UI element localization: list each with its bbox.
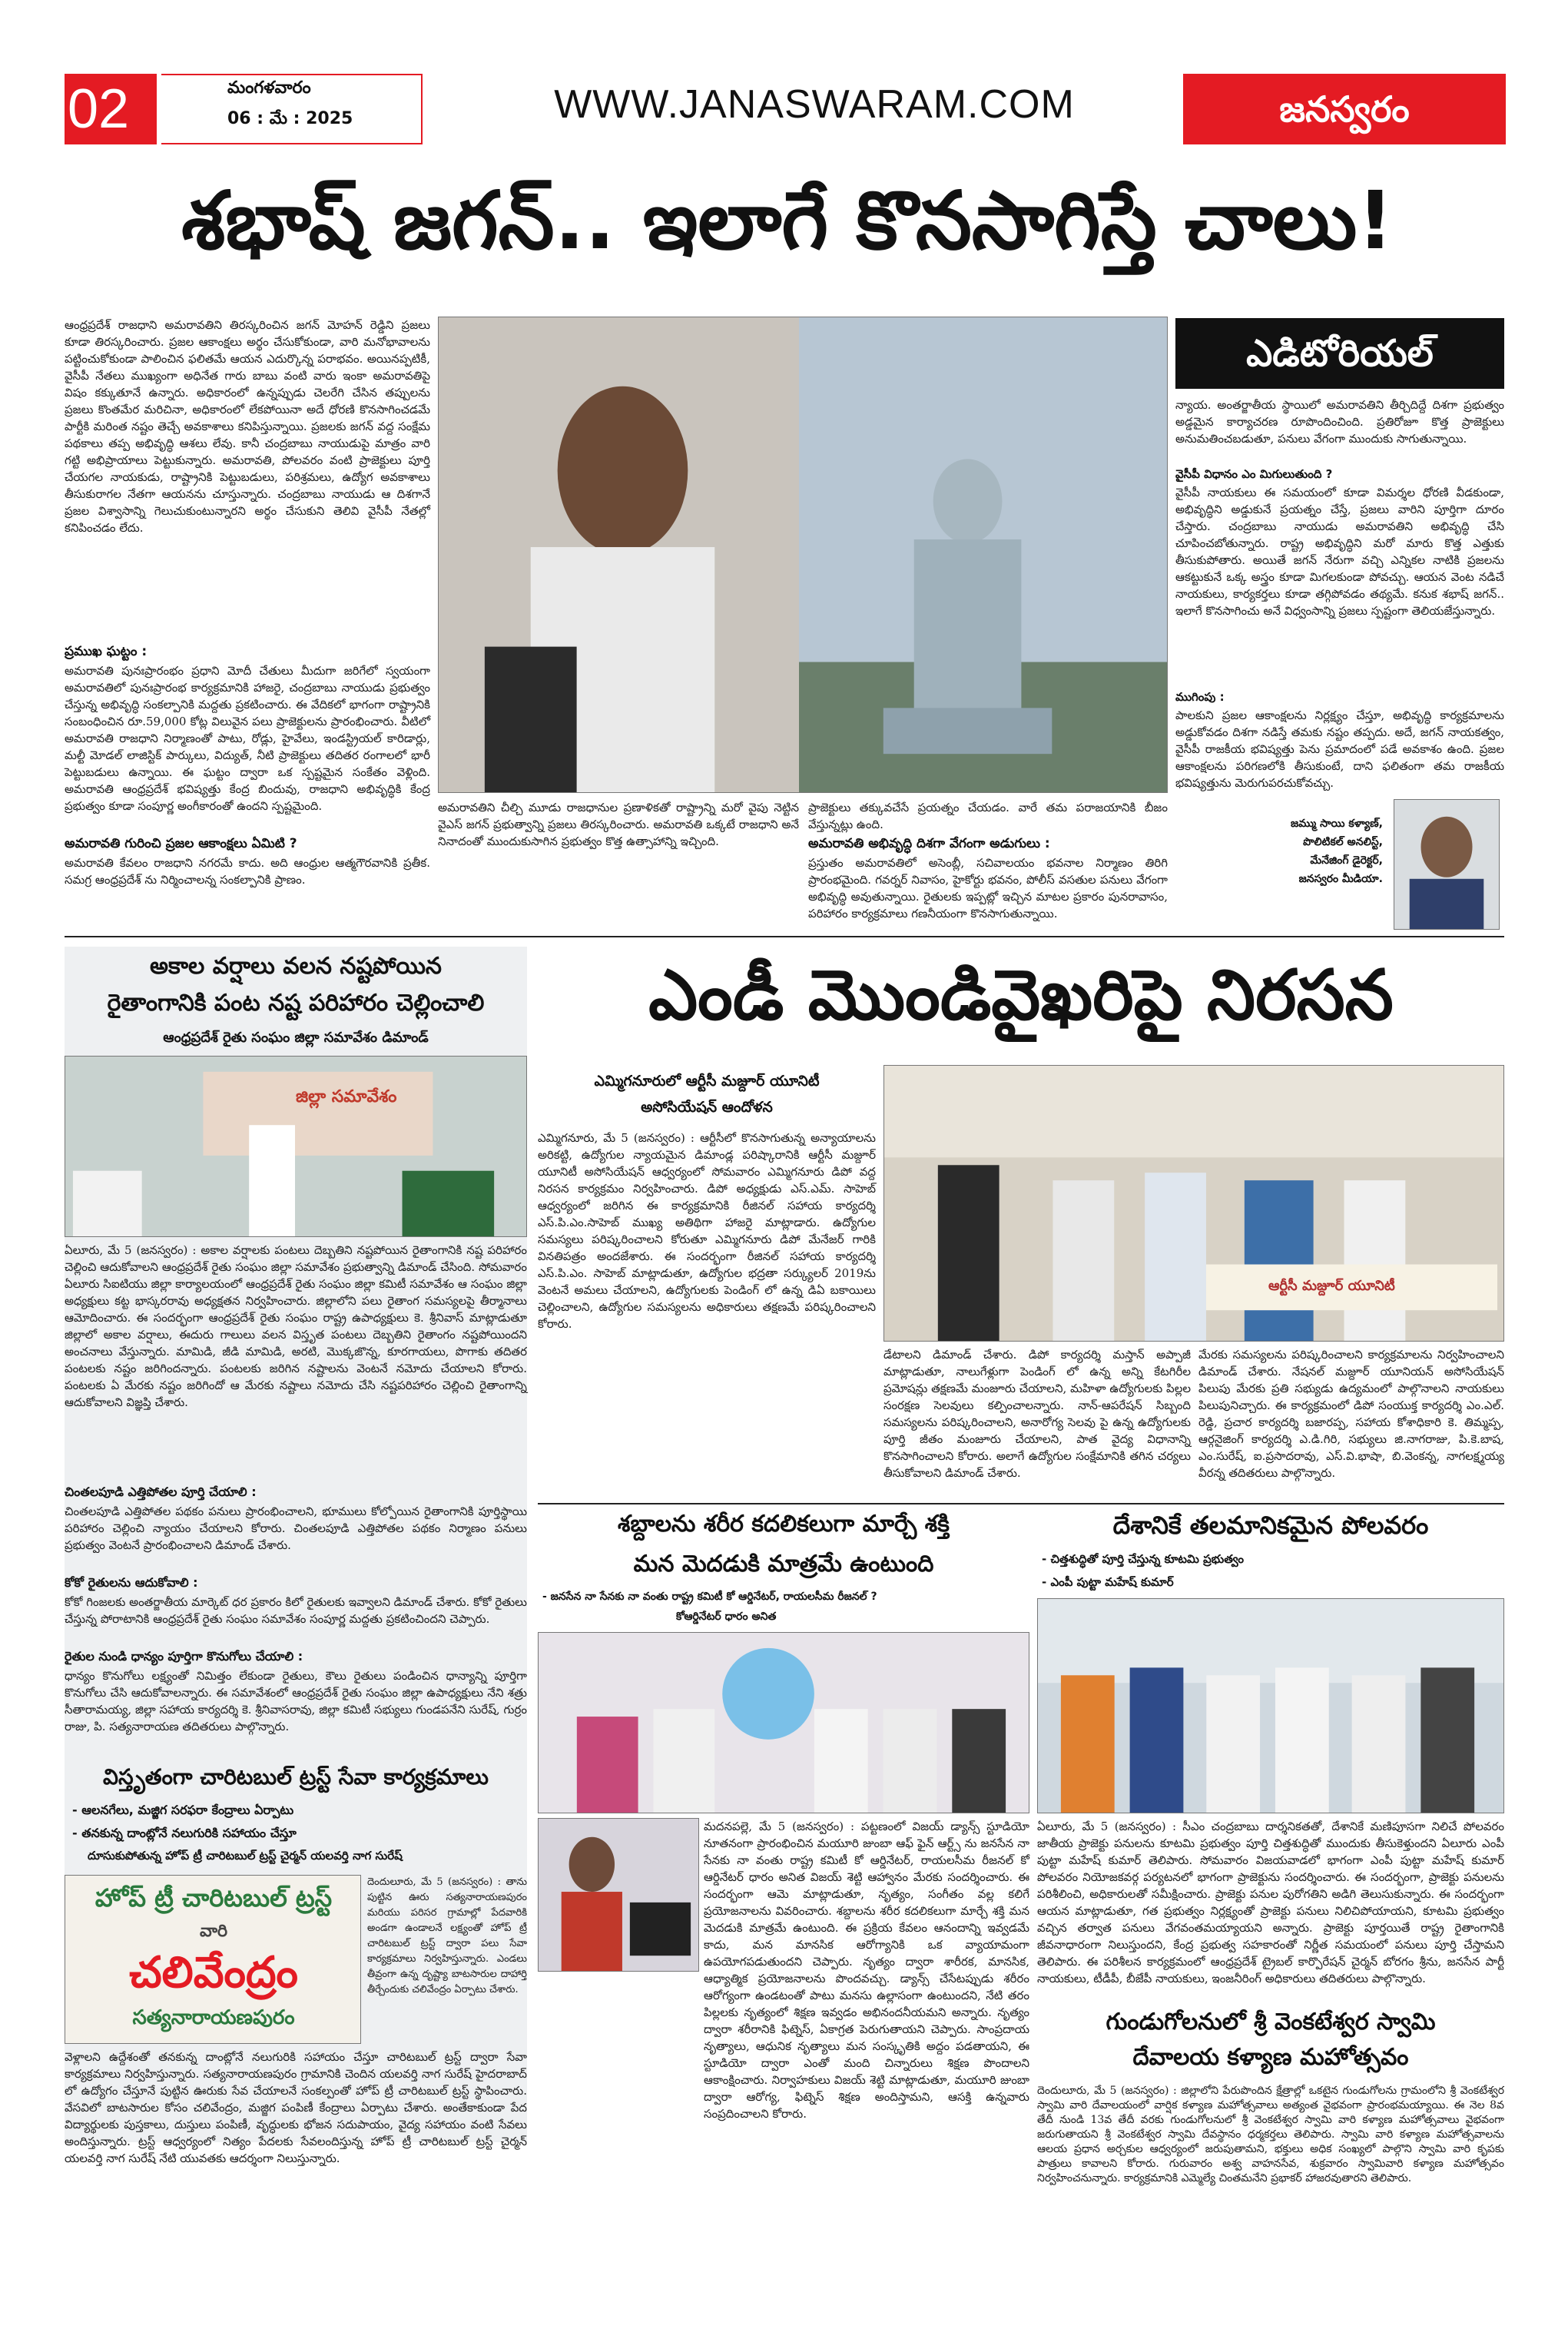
charity-bullet-1: - ఆలనగేలు, మజ్జిగ సరఫరా కేంద్రాలు ఏర్పాటు <box>72 1803 294 1817</box>
editorial-text-1: న్యాయ. అంతర్జాతీయ స్థాయిలో అమరావతిని తీర్చిదిద్దే దిశగా ప్రభుత్వం అడ్డమైన కార్యాచరణ రూపొందించింది. ప్రతిరోజూ కొత్త ప్రాజెక్టులు అనుమతించబడుతూ, పనులు వేగంగా ముందుకు సాగుతున్నాయి. <box>1175 398 1508 446</box>
main-story-photo <box>438 317 1168 793</box>
md-photo <box>883 1065 1504 1342</box>
brain-photo-1 <box>538 1632 1029 1813</box>
editorial-text-2: వైసీపీ నాయకులు ఈ సమయంలో కూడా విమర్శల ధోరణి వీడకుండా, అభివృద్ధిని అడ్డుకునే ప్రయత్నం చేస్తే, ప్రజలు వారిని పూర్తిగా దూరం చేస్తారు. చంద్రబాబు నాయుడు అమరావతిని అభివృద్ధి చేసి చూపించబోతున్నారు. రాష్ట్ర అభివృద్ధిని మరో మారు కొత్త ఎత్తుకు తీసుకుపోతారు. అయితే జగన్ నేరుగా వచ్చి ఎన్నికల నాటికి ప్రజలను ఆకట్టుకునే ఒక్క అస్త్రం కూడా మిగలకుండా పోవచ్చు. ఆయన వెంట నడిచే నాయకులు, కార్యకర్తలు కూడా తగ్గిపోవడం తథ్యమే. కనుక శభాష్ జగన్.. ఇలాగే కొనసాగించు అనే విధ్వంసాన్ని ప్రజలు స్పష్టంగా తెలియజేస్తున్నారు. <box>1175 486 1508 618</box>
masthead-day: మంగళవారం <box>227 78 311 98</box>
charity-banner-line4: సత్యనారాయణపురం <box>132 2006 295 2029</box>
main-story-col2-lower: ప్రాజెక్టులు తక్కువచేసే ప్రయత్నం చేయడం. వారే తమ పరాజయానికి బీజం వేస్తున్నట్లు ఉంది. <box>808 801 1172 831</box>
farmers-body-4: ధాన్యం కొనుగోలు లక్ష్యంతో నిమిత్తం లేకుండా రైతులు, కౌలు రైతులు పండించిన ధాన్యాన్ని పూర్తిగా కొనుగోలు చేసి ఆదుకోవాలన్నారు. ఈ సమావేశంలో ఆంధ్రప్రదేశ్ రైతు సంఘం జిల్లా ఉపాధ్యక్షులు నేని శత్రు సీతారామయ్య, జిల్లా సహాయ కార్యదర్శి కె. శ్రీనివాసరావు, జిల్లా కమిటీ సభ్యులు గుండపనేని సురేష్, గుర్రం రాజు, పి. సత్యనారాయణ తదితరులు పాల్గొన్నారు. <box>65 1669 531 1733</box>
main-photo-caption: అమరావతిని చీల్చి మూడు రాజధానుల ప్రణాళికతో రాష్ట్రాన్ని మరో వైపు నెట్టిన వైఎస్ జగన్ ప్రభుత్వాన్ని ప్రజలు తిరస్కరించారు. అమరావతి ఒక్కటే రాజధాని అనే నినాదంతో ముందుకుసాగిన ప్రభుత్వం కొత్త ఉత్సాహాన్ని ఇచ్చింది. <box>438 801 803 848</box>
md-col3: మేరకు సమస్యలను పరిష్కరించాలని కార్యక్రమాలను నిర్వహించాలని డిమాండ్ చేశారు. నేషనల్ మజ్దూర్ యూనియన్ అసోసియేషన్ పిలుపు మేరకు ప్రతి సభ్యుడు ఉద్యమంలో పాల్గొనాలని నాయకులు పిలుపునిచ్చారు. ఈ కార్యక్రమంలో డిపో సంయుక్త కార్యదర్శి ఎం.ఎల్. రెడ్డి, ప్రచార కార్యదర్శి బజారప్ప, సహాయ కోశాధికారి కె. తిమ్మప్ప, ఆర్గనైజింగ్ కార్యదర్శి ఎ.డి.గిరి, సభ్యులు జి.నాగరాజు, పి.కె.బాష, ఎం.సురేష్, ఐ.ప్రసాదరావు, ఎస్.వి.భాషా, బి.వెంకన్న, నాగలక్ష్మయ్య వీరన్న తదితరులు పాల్గొన్నారు. <box>1198 1348 1508 1480</box>
polavaram-bullet-1: - చిత్తశుద్ధితో పూర్తి చేస్తున్న కూటమి ప్రభుత్వం <box>1042 1552 1244 1566</box>
main-headline: శభాష్ జగన్.. ఇలాగే కొనసాగిస్తే చాలు! <box>181 174 1394 267</box>
editorial-label: ఎడిటోరియల్ <box>1246 332 1434 375</box>
brain-photo-2 <box>538 1818 699 1972</box>
charity-banner-photo <box>65 1875 361 2044</box>
farmers-subhead-2: కోకో రైతులను ఆదుకోవాలి : <box>65 1575 198 1590</box>
page-number: 02 <box>68 78 130 140</box>
website-url[interactable]: WWW.JANASWARAM.COM <box>554 82 1075 127</box>
brand-logo: జనస్వరం <box>1279 88 1410 130</box>
brain-body: మదనపల్లె, మే 5 (జనస్వరం) : పట్టణంలో విజయ్ డ్యాన్స్ స్టూడియో నూతనంగా ప్రారంభించిన మయూరి జుంబా ఆఫ్ ఫైన్ ఆర్ట్స్ ను జనసేన నా సేనకు నా వంతు రాష్ట్ర కమిటీ కో ఆర్డినేటర్, రాయలసీమ రీజనల్ కో ఆర్డినేటర్ ధారం అనిత విజయ్ శెట్టి ఆహ్వానం మేరకు సందర్శించారు. ఈ సందర్భంగా ఆమె మాట్లాడుతూ, నృత్యం, సంగీతం వల్ల కలిగే ప్రయోజనాలను వివరించారు. శబ్దాలను శరీర కదలికలుగా మార్చే శక్తి మన మెదడుకి మాత్రమే ఉంటుంది. ఈ ప్రక్రియ కేవలం ఆనందాన్ని ఇవ్వడమే కాదు, మన మానసిక ఆరోగ్యానికి ఒక వ్యాయామంగా ఉపయోగపడుతుందని చెప్పారు. నృత్యం ద్వారా శారీరక, మానసిక, ఆధ్యాత్మిక ప్రయోజనాలను పొందవచ్చు. డ్యాన్స్ చేసేటప్పుడు శరీరం ఆరోగ్యంగా ఉండటంతో పాటు మనసు ఉల్లాసంగా ఉంటుందని, నేటి తరం పిల్లలకు నృత్యంలో శిక్షణ ఇవ్వడం అభినందనీయమని అన్నారు. నృత్యం ద్వారా శరీరానికి ఫిట్నెస్, ఏకాగ్రత పెరుగుతాయని చెప్పారు. సాంప్రదాయ నృత్యాలు, ఆధునిక నృత్యాలు మన సంస్కృతికి అద్దం పడతాయని, ఈ స్టూడియో ద్వారా ఎంతో మంది చిన్నారులు శిక్షణ పొందాలని ఆకాంక్షించారు. నిర్వాహకులు విజయ్ శెట్టి మాట్లాడుతూ, మయూరి జుంబా ద్వారా ఆరోగ్య, ఫిట్నెస్ శిక్షణ అందిస్తామని, ఆసక్తి ఉన్నవారు సంప్రదించాలని కోరారు. <box>704 1820 1033 2121</box>
charity-banner-line2: వారి <box>199 1922 228 1941</box>
main-story-subhead-3: అమరావతి అభివృద్ధి దిశగా వేగంగా అడుగులు : <box>808 836 1050 851</box>
temple-headline-1: గుండుగోలనులో శ్రీ వెంకటేశ్వర స్వామి <box>1106 2009 1436 2035</box>
charity-bullet-2: - తనకున్న దాంట్లోనే నలుగురికి సహాయం చేస్తూ <box>72 1826 297 1840</box>
editorial-text-3: పాలకుని ప్రజల ఆకాంక్షలను నిర్లక్ష్యం చేస్తూ, అభివృద్ధి కార్యక్రమాలను అడ్డుకోవడం దిశగా నడిస్తే తమకు నష్టం తప్పదు. అదే, జగన్ నాయకత్వం, వైసీపీ రాజకీయ భవిష్యత్తు పెను ప్రమాదంలో పడే అవకాశం ఉంది. ప్రజల ఆకాంక్షలను పరిగణలోకి తీసుకుంటే, దాని ఫలితంగా తమ రాజకీయ భవిష్యత్తును మెరుగుపరచుకోవచ్చు. <box>1175 708 1508 790</box>
charity-banner-line3: చలివేంద్రం <box>129 1948 298 1998</box>
farmers-body-2: చింతలపూడి ఎత్తిపోతల పథకం పనులు ప్రారంభించాలని, భూములు కోల్పోయిన రైతాంగానికి పూర్తిస్థాయి పరిహారం చెల్లించి న్యాయం చేయాలని కోరారు. చింతలపూడి ఎత్తిపోతల పథకం నిర్మాణం పనులు ప్రభుత్వం వెంటనే ప్రారంభించాలని డిమాండ్ చేశారు. <box>65 1504 531 1552</box>
farmers-body: ఏలూరు, మే 5 (జనస్వరం) : అకాల వర్షాలకు పంటలు దెబ్బతిని నష్టపోయిన రైతాంగానికి నష్ట పరిహారం చెల్లించి ఆదుకోవాలని ఆంధ్రప్రదేశ్ రైతు సంఘం జిల్లా సమావేశం ప్రభుత్వాన్ని డిమాండ్ చేసింది. సోమవారం ఏలూరు సిఐటియు జిల్లా కార్యాలయంలో ఆంధ్రప్రదేశ్ రైతు సంఘం జిల్లా కమిటీ సమావేశం ఆ సంఘం జిల్లా అధ్యక్షులు కట్ట భాస్కరరావు అధ్యక్షతన నిర్వహించారు. జిల్లాలోని పలు రైతాంగ సమస్యలపై తీర్మానాలు ఆమోదించారు. ఈ సందర్భంగా ఆంధ్రప్రదేశ్ రైతు సంఘం రాష్ట్ర ఉపాధ్యక్షులు కె. శ్రీనివాస్ మాట్లాడుతూ జిల్లాలో అకాల వర్షాలు, ఈదురు గాలులు వలన విస్తృత పంటలు దెబ్బతిని రైతాంగం నష్టపోయిందని అంచనాలు వేస్తున్నారు. మామిడి, జీడి మామిడి, అరటి, మొక్కజొన్న, కూరగాయలు, పొగాకు తదితర పంటలకు నష్టం జరిగిందన్నారు. పంటలకు జరిగిన నష్టాలను వెంటనే నమోదు చేయాలని కోరారు. పంటలకు ఏ మేరకు నష్టం జరిగిందో ఆ మేరకు నష్టాలు నమోదు చేసి నష్టపరిహారం చెల్లించి రైతాంగాన్ని ఆదుకోవాలని విజ్ఞప్తి చేశారు. <box>65 1243 531 1409</box>
farmers-subhead: ఆంధ్రప్రదేశ్ రైతు సంఘం జిల్లా సమావేశం డిమాండ్ <box>163 1030 429 1046</box>
md-subhead: ఎమ్మిగనూరులో ఆర్టీసీ మజ్దూర్ యూనిటీ అసోసియేషన్ ఆందోళన <box>594 1073 820 1116</box>
farmers-body-3: కోకో గింజలకు అంతర్జాతీయ మార్కెట్ ధర ప్రకారం కిలో రైతులకు ఇవ్వాలని డిమాండ్ చేశారు. కోకో రైతులు చేస్తున్న పోరాటానికి ఆంధ్రప్రదేశ్ రైతు సంఘం సమావేశం సంపూర్ణ మద్దతు ప్రకటించిందని చెప్పారు. <box>65 1595 531 1626</box>
farmers-subhead-3: రైతుల నుండి ధాన్యం పూర్తిగా కొనుగోలు చేయాలి : <box>65 1649 303 1664</box>
farmers-banner-text: జిల్లా సమావేశం <box>296 1087 397 1106</box>
main-story-col1-c: అమరావతి కేవలం రాజధాని నగరమే కాదు. అది ఆంధ్రుల ఆత్మగౌరవానికి ప్రతీక. సమగ్ర ఆంధ్రప్రదేశ్ ను నిర్మించాలన్న సంకల్పానికి ప్రాణం. <box>65 856 434 887</box>
charity-side-text: దెందులూరు, మే 5 (జనస్వరం) : తాను పుట్టిన ఊరు సత్యనారాయణపురం మరియు పరిసర గ్రామాల్లో పేదవారికి అండగా ఉండాలనే లక్ష్యంతో హోప్ ట్రీ చారిటబుల్ ట్రస్ట్ ద్వారా పలు సేవా కార్యక్రమాలు నిర్వహిస్తున్నారు. ఎండలు తీవ్రంగా ఉన్న దృష్ట్యా బాటసారుల దాహార్తి తీర్చేందుకు చలివేంద్రం ఏర్పాటు చేశారు. <box>367 1876 531 1995</box>
main-story-col2-lower-b: ప్రస్తుతం అమరావతిలో అసెంబ్లీ, సచివాలయం భవనాల నిర్మాణం తిరిగి ప్రారంభమైంది. గవర్నర్ నివాసం, హైకోర్టు భవనం, పోలీస్ వసతుల పనులు వేగంగా అభివృద్ధి అవుతున్నాయి. రైతులకు ఇప్పట్లో ఇచ్చిన మాటల ప్రకారం పునరావాసం, పరిహారం కార్యక్రమాలు గణనీయంగా కొనసాగుతున్నాయి. <box>808 856 1172 921</box>
polavaram-bullet-2: - ఎంపీ పుట్టా మహేష్ కుమార్ <box>1042 1575 1174 1589</box>
brain-headline-2: మన మెదడుకి మాత్రమే ఉంటుంది <box>633 1551 934 1577</box>
brain-bullet-2: కోఆర్డినేటర్ ధారం అనిత <box>676 1611 777 1623</box>
farmers-headline-2: రైతాంగానికి పంట నష్ట పరిహారం చెల్లించాలి <box>107 990 485 1017</box>
main-story-subhead-1: ప్రముఖ ఘట్టం : <box>65 644 148 659</box>
temple-headline-2: దేవాలయ కళ్యాణ మహోత్సవం <box>1132 2044 1409 2071</box>
polavaram-headline: దేశానికే తలమానికమైన పోలవరం <box>1112 1511 1429 1540</box>
farmers-subhead-1: చింతలపూడి ఎత్తిపోతల పూర్తి చేయాలి : <box>65 1485 257 1499</box>
section-divider <box>65 936 1504 937</box>
temple-body: దెందులూరు, మే 5 (జనస్వరం) : జిల్లాలోని పేరుపొందిన క్షేత్రాల్లో ఒకటైన గుండుగోలను గ్రామంలోని శ్రీ వెంకటేశ్వర స్వామి వారి దేవాలయంలో వార్షిక కళ్యాణ మహోత్సవాలు అత్యంత వైభవంగా ప్రారంభమయ్యాయి. ఈ నెల 8వ తేదీ నుండి 13వ తేదీ వరకు గుండుగోలనులో శ్రీ వెంకటేశ్వర స్వామి వారి కళ్యాణ మహోత్సవాలు వైభవంగా జరుగుతాయని శ్రీ వెంకటేశ్వర స్వామి దేవస్థానం ధర్మకర్తలు తెలిపారు. స్వామి వారి కళ్యాణ మహోత్సవాలను ఆలయ ప్రధాన అర్చకుల ఆధ్వర్యంలో జరుపుతామని, భక్తులు అధిక సంఖ్యలో పాల్గొని స్వామి వారి కృపకు పాత్రులు కావాలని కోరారు. గురువారం అశ్వ వాహనసేవ, శుక్రవారం స్వామివారి కళ్యాణ మహోత్సవం నిర్వహించనున్నారు. కార్యక్రమానికి ఎమ్మెల్యే చింతమనేని ప్రభాకర్ హాజరవుతారని తెలిపారు. <box>1037 2085 1508 2184</box>
main-story-subhead-2: అమరావతి గురించి ప్రజల ఆకాంక్షలు ఏమిటి ? <box>65 836 297 851</box>
brain-body-continued <box>538 1976 1029 2142</box>
charity-headline: విస్తృతంగా చారిటబుల్ ట్రస్ట్ సేవా కార్యక్రమాలు <box>103 1764 489 1790</box>
charity-bullet-3: దూసుకుపోతున్న హోప్ ట్రీ చారిటబుల్ ట్రస్ట్ చైర్మన్ యలవర్తి నాగ సురేష్ <box>88 1849 403 1863</box>
main-story-col1-b: అమరావతి పునఃప్రారంభం ప్రధాని మోదీ చేతులు మీదుగా జరిగేలో స్వయంగా అమరావతిలో పునఃప్రారంభ కార్యక్రమానికి హాజరై, చంద్రబాబు నాయుడు ప్రభుత్వం చేస్తున్న అభివృద్ధి సంకల్పానికి మద్దతు ప్రకటించారు. ఈ వేదికలో భాగంగా రాష్ట్రానికి సంబంధించిన రూ.59,000 కోట్ల విలువైన పలు ప్రాజెక్టులను ప్రారంభించారు. వీటిలో అమరావతి రాజధాని నిర్మాణంతో పాటు, రోడ్లు, హైవేలు, ఇండస్ట్రియల్ కారిడార్లు, మల్టీ మోడల్ లాజిస్టిక్ పార్కులు, విద్యుత్, నీటి ప్రాజెక్టులు తదితర రంగాలలో భారీ పెట్టుబడులు ఉన్నాయి. ఈ ఘట్టం ద్వారా ఒక స్పష్టమైన సంకేతం వెళ్లింది. అమరావతి ఆంధ్రప్రదేశ్ భవిష్యత్తు కేంద్ర బిందువు, రాజధాని అభివృద్ధికి కేంద్ర ప్రభుత్వం కూడా సంపూర్ణ అంగీకారంతో ఉందని స్పష్టమైంది. <box>65 664 434 813</box>
charity-banner-line1: హోప్ ట్రీ చారిటబుల్ ట్రస్ట్ <box>94 1883 333 1912</box>
farmers-photo <box>65 1056 527 1237</box>
editorial-subhead-1: వైసీపీ విధానం ఎం మిగులుతుంది ? <box>1175 467 1333 481</box>
editorial-author: జమ్ము సాయి కళ్యాణ్, పొలిటికల్ అనలిస్ట్, మేనేజింగ్ డైరెక్టర్, జనస్వరం మీడియా. <box>1291 818 1383 885</box>
md-headline: ఎండీ మొండివైఖరిపై నిరసన <box>648 955 1394 1036</box>
brain-bullet-1: - జనసేన నా సేనకు నా వంతు రాష్ట్ర కమిటీ కో ఆర్డినేటర్, రాయలసీమ రీజనల్ ? <box>542 1591 877 1603</box>
md-col2: డేటాలని డిమాండ్ చేశారు. డిపో కార్యదర్శి మస్తాన్ అప్పాజీ మాట్లాడుతూ, నాలుగేళ్లుగా పెండింగ్ లో ఉన్న అన్ని కేటగిరీల ప్రమోషన్లు తక్షణమే మంజూరు చేయాలని, మహిళా ఉద్యోగులకు పిల్లల సంరక్షణ సెలవులు కల్పించాలన్నారు. నాన్-ఆపరేషన్ సిబ్బంది సమస్యలను పరిష్కరించాలని, అనారోగ్య సెలవు పై ఉన్న ఉద్యోగులకు పూర్తి జీతం మంజూరు చేయాలని, పాత వైద్య విధానాన్ని కొనసాగించాలని కోరారు. అలాగే ఉద్యోగుల సంక్షేమానికి తగిన చర్యలు తీసుకోవాలని డిమాండ్ చేశారు. <box>883 1348 1195 1480</box>
md-col1: ఎమ్మిగనూరు, మే 5 (జనస్వరం) : ఆర్టీసీలో కొనసాగుతున్న అన్యాయాలను అరికట్టి, ఉద్యోగుల న్యాయమైన డిమాండ్ల పరిష్కారానికి ఆర్టీసీ మజ్దూర్ యూనిటీ అసోసియేషన్ ఆధ్వర్యంలో సోమవారం ఎమ్మిగనూరు డిపో వద్ద నిరసన కార్యక్రమం నిర్వహించారు. డిపో అధ్యక్షుడు ఎస్.ఎమ్. సాహెబ్ ఆధ్వర్యంలో జరిగిన ఈ కార్యక్రమానికి రీజినల్ సహాయ కార్యదర్శి ఎస్.పి.ఎం.సాహెబ్ ముఖ్య అతిథిగా హాజరై మాట్లాడారు. ఉద్యోగుల సమస్యలు పరిష్కరించాలని కోరుతూ ఎమ్మిగనూరు డిపో మేనేజర్ గారికి వినతిపత్రం అందజేశారు. ఈ సందర్భంగా రీజినల్ సహాయ కార్యదర్శి ఎస్.పి.ఎం. సాహెబ్ మాట్లాడుతూ, ఉద్యోగుల భద్రతా సర్క్యులర్ 2019ను వెంటనే అమలు చేయాలని, ఉద్యోగులకు పెండింగ్ లో ఉన్న డిఏ బకాయిలు చెల్లించాలని, ఉద్యోగుల సమస్యలను అధికారులు తక్షణమే పరిష్కరించాలని కోరారు. <box>538 1131 880 1331</box>
farmers-headline-1: అకాల వర్షాలు వలన నష్టపోయిన <box>150 953 442 980</box>
mid-divider <box>538 1503 1504 1504</box>
polavaram-body: ఏలూరు, మే 5 (జనస్వరం) : సీఎం చంద్రబాబు దార్శనికతతో, దేశానికే మణిపూసగా నిలిచే పోలవరం జాతీయ ప్రాజెక్టు పనులను కూటమి ప్రభుత్వం పూర్తి చిత్తశుద్ధితో ముందుకు తీసుకెళ్తుందని ఏలూరు ఎంపీ పుట్టా మహేష్ కుమార్ తెలిపారు. సోమవారం విజయవాడలో భాగంగా ఎంపీ పుట్టా మహేష్ కుమార్ పోలవరం నియోజకవర్గ పర్యటనలో భాగంగా ప్రాజెక్టును సందర్శించారు. ఈ సందర్భంగా, ప్రాజెక్టు పనులను పరిశీలించి, అధికారులతో సమీక్షించారు. ప్రాజెక్టు పనుల పురోగతిని అడిగి తెలుసుకున్నారు. ఈ సందర్భంగా ఆయన మాట్లాడుతూ, గత ప్రభుత్వం నిర్లక్ష్యంతో ప్రాజెక్టు పనులు నిలిచిపోయాయని, కూటమి ప్రభుత్వం వచ్చిన తర్వాత పనులు వేగవంతమయ్యాయని అన్నారు. ప్రాజెక్టు పూర్తయితే రాష్ట్ర రైతాంగానికి జీవనాధారంగా నిలుస్తుందని, కేంద్ర ప్రభుత్వ సహకారంతో నిర్ణీత సమయంలో పనులు పూర్తి చేస్తామని తెలిపారు. ఈ పరిశీలన కార్యక్రమంలో ఆంధ్రప్రదేశ్ ట్రైబల్ కార్పొరేషన్ చైర్మన్ బోరగం శ్రీను, జనసేన పార్టీ నాయకులు, టీడీపీ, బీజేపీ నాయకులు, ఇంజనీరింగ్ అధికారులు తదితరులు పాల్గొన్నారు. <box>1037 1820 1508 1985</box>
author-photo <box>1394 799 1500 930</box>
charity-body: వెళ్లాలని ఉద్దేశంతో తనకున్న దాంట్లోనే నలుగురికి సహాయం చేస్తూ చారిటబుల్ ట్రస్ట్ ద్వారా సేవా కార్యక్రమాలు నిర్వహిస్తున్నారు. సత్యనారాయణపురం గ్రామానికి చెందిన యలవర్తి నాగ సురేష్ హైదరాబాద్ లో ఉద్యోగం చేస్తూనే పుట్టిన ఊరుకు సేవ చేయాలనే సంకల్పంతో హోప్ ట్రీ చారిటబుల్ ట్రస్ట్ స్థాపించారు. వేసవిలో బాటసారుల కోసం చలివేంద్రం, మజ్జిగ పంపిణీ కేంద్రాలు ఏర్పాటు చేశారు. అంతేకాకుండా పేద విద్యార్థులకు పుస్తకాలు, దుస్తులు పంపిణీ, వృద్ధులకు భోజన సదుపాయం, వైద్య సహాయం వంటి సేవలు అందిస్తున్నారు. ట్రస్ట్ ఆధ్వర్యంలో నిత్యం పేదలకు సేవలందిస్తున్న హోప్ ట్రీ చారిటబుల్ ట్రస్ట్ చైర్మన్ యలవర్తి నాగ సురేష్ నేటి యువతకు ఆదర్శంగా నిలుస్తున్నారు. <box>65 2050 531 2165</box>
brain-headline-1: శబ్దాలను శరీర కదలికలుగా మార్చే శక్తి <box>618 1511 950 1538</box>
masthead-date: 06 : మే : 2025 <box>227 109 353 128</box>
polavaram-photo <box>1037 1598 1504 1813</box>
main-story-col1: ఆంధ్రప్రదేశ్ రాజధాని అమరావతిని తిరస్కరించిన జగన్ మోహన్ రెడ్డిని ప్రజలు కూడా తిరస్కరించారు. ప్రజల ఆకాంక్షలు అర్థం చేసుకోకుండా, వారి మనోభావాలను పట్టించుకోకుండా పాలించిన ఫలితమే ఆయన ఎదుర్కొన్న పరాభవం. అయినప్పటికీ, వైసీపీ నేతలు ముఖ్యంగా అధినేత గారు బాబు వంటి వారు ఇంకా అమరావతిపై విషం కక్కుతూనే ఉన్నారు. అధికారంలో ఉన్నప్పుడు చెలరేగి చేసిన తప్పులను ప్రజలు కొంతమేర మరిచినా, అధికారంలో లేకపోయినా అదే ధోరణి కొనసాగించడమే పార్టీకి మరింత నష్టం తెచ్చే అవకాశాలు కనిపిస్తున్నాయి. ప్రజలకు జగన్ వద్ద సంక్షేమ పథకాలు తప్ప అభివృద్ధి ఆశలు లేవు. కానీ చంద్రబాబు నాయుడుపై మాత్రం వారి గట్టి అభిప్రాయాలు పెట్టుకున్నారు. అమరావతి, పోలవరం వంటి ప్రాజెక్టులు పూర్తి చేయగల నాయకుడు, రాష్ట్రానికి పెట్టుబడులు, పరిశ్రమలు, ఉద్యోగ అవకాశాలు తీసుకురాగల నేతగా ఆయనను చూస్తున్నారు. చంద్రబాబు నాయుడు ఆ దిశగానే ప్రజల విశ్వాసాన్ని గెలుచుకుంటున్నారని అర్థం చేసుకుని తెలివి వైసీపీ నేతల్లో కనిపించడం లేదు. <box>65 318 434 535</box>
md-banner-text: ఆర్టీసీ మజ్దూర్ యూనిటీ <box>1268 1278 1395 1294</box>
editorial-subhead-2: ముగింపు : <box>1175 690 1225 704</box>
